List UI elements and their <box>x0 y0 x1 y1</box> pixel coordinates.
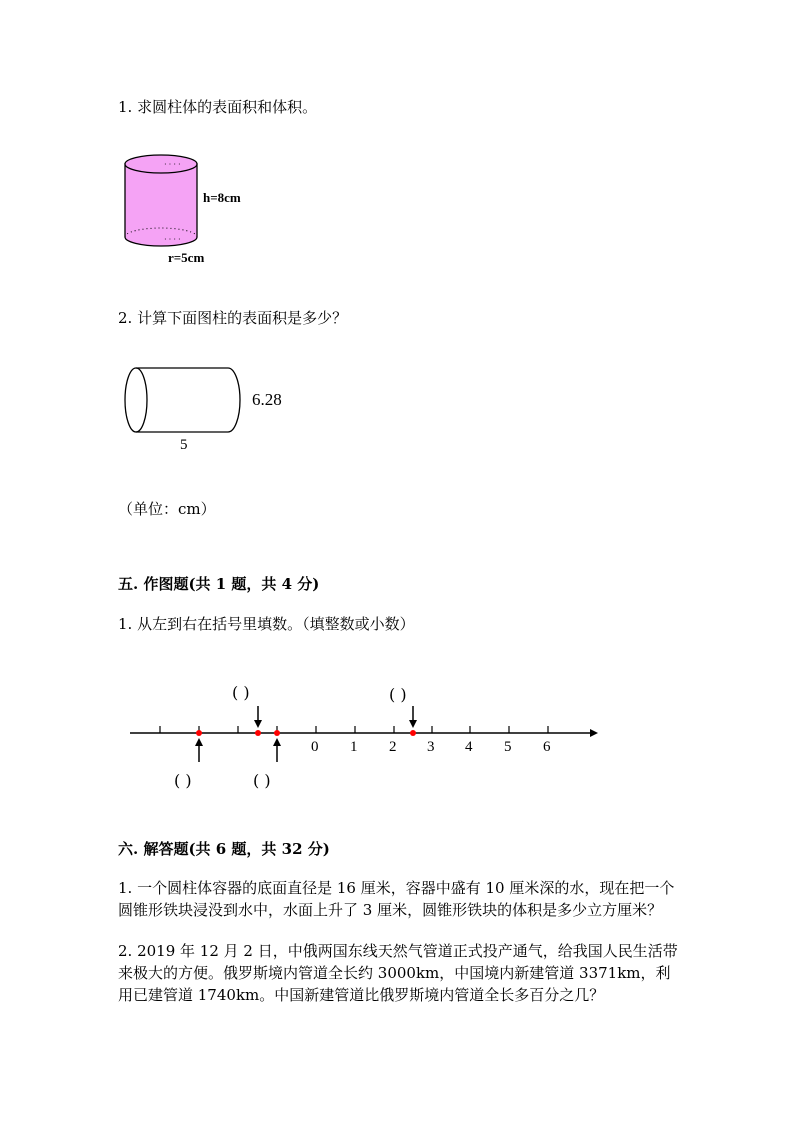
length-label: 5 <box>180 437 188 453</box>
circumference-label: 6.28 <box>252 390 282 409</box>
section-6-heading: 六. 解答题(共 6 题，共 32 分) <box>118 840 330 858</box>
answer-bracket-4: ( ) <box>253 771 271 790</box>
tick-label-3: 3 <box>427 739 435 755</box>
tick-label-6: 6 <box>543 739 551 755</box>
tick-label-1: 1 <box>350 739 358 755</box>
tick-label-5: 5 <box>504 739 512 755</box>
question-6-1-text: 1. 一个圆柱体容器的底面直径是 16 厘米，容器中盛有 10 厘米深的水，现在把一个圆锥形铁块浸没到水中，水面上升了 3 厘米，圆锥形铁块的体积是多少立方厘米？ <box>118 879 675 919</box>
radius-label: r=5cm <box>168 250 205 265</box>
tick-label-0: 0 <box>311 739 319 755</box>
section-5-heading: 五. 作图题(共 1 题，共 4 分) <box>118 575 320 593</box>
question-5-1-text: 1. 从左到右在括号里填数。（填整数或小数） <box>118 615 415 633</box>
svg-text:· · · ·: · · · · <box>164 235 181 244</box>
tick-label-2: 2 <box>389 739 397 755</box>
answer-bracket-2: ( ) <box>389 685 407 704</box>
svg-text:· · · ·: · · · · <box>164 160 181 169</box>
question-4-2-text: 2. 计算下面图柱的表面积是多少？ <box>118 309 348 327</box>
answer-bracket-1: ( ) <box>232 683 250 702</box>
unit-note: （单位：cm） <box>118 500 216 518</box>
answer-bracket-3: ( ) <box>174 771 192 790</box>
question-6-2-text: 2. 2019 年 12 月 2 日，中俄两国东线天然气管道正式投产通气，给我国人民生活带来极大的方便。俄罗斯境内管道全长约 3000km，中国境内新建管道 3371km，利用已建管道 1740km。中国新建管道比俄罗斯境内管道全长多百分之几？ <box>118 942 678 1004</box>
question-4-1-text: 1. 求圆柱体的表面积和体积。 <box>118 98 318 116</box>
height-label: h=8cm <box>203 190 241 205</box>
tick-label-4: 4 <box>465 739 473 755</box>
